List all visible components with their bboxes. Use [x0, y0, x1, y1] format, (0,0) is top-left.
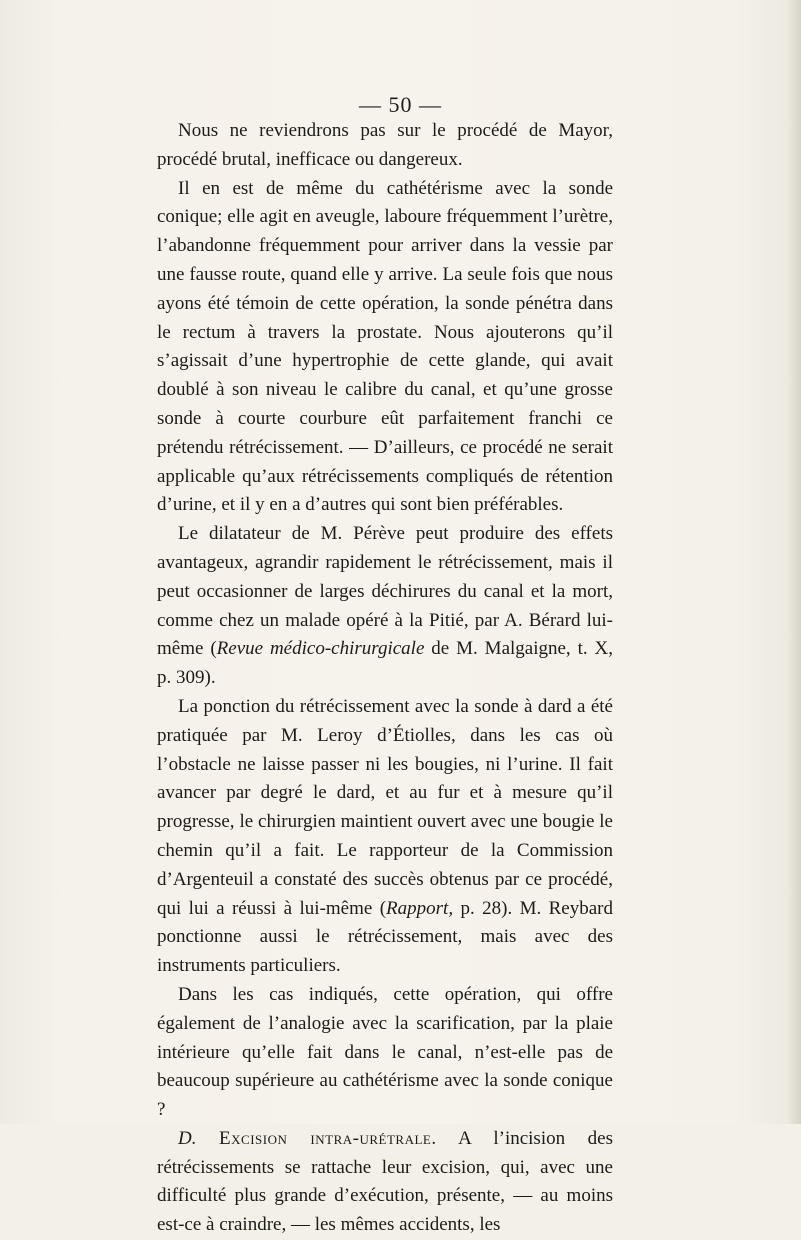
- paragraph-6-text: A l’incision des rétrécissements se rattache leur excision, qui, avec une difficulté plus grande d’exécution, présente, — au moins est-ce à craindre, — les mêmes accidents, les: [157, 1127, 613, 1236]
- page-edge-shadow: [787, 0, 801, 1124]
- section-heading: Excision intra-urétrale.: [219, 1127, 437, 1149]
- paragraph-2: Il en est de même du cathétérisme avec la sonde conique; elle agit en aveugle, laboure fréquemment l’urètre, l’abandonne fréquemment pour arriver dans la vessie par une fausse route, quand elle y arrive. La seule fois que nous ayons été témoin de cette opération, la sonde pénétra dans le rectum à travers la prostate. Nous ajouterons qu’il s’agissait d’une hypertrophie de cette glande, qui avait doublé à son niveau le calibre du canal, et qu’une grosse sonde à courte courbure eût parfaitement franchi ce prétendu rétrécissement. — D’ailleurs, ce procédé ne serait applicable qu’aux rétrécissements compliqués de rétention d’urine, et il y en a d’autres qui sont bien préférables.: [157, 177, 613, 516]
- page-number: — 50 —: [359, 92, 442, 117]
- paragraph-4-text-start: La ponction du rétrécissement avec la sonde à dard a été pratiquée par M. Leroy d’Étiolles, dans les cas où l’obstacle ne laisse passer ni les bougies, ni l’urine. Il fait avancer par degré le dard, et au fur et à mesure qu’il progresse, le chirurgien maintient ouvert avec une bougie le chemin qu’il a fait. Le rapporteur de la Commission d’Argenteuil a constaté des succès obtenus par ce procédé, qui lui a réussi à lui-même (: [157, 695, 613, 919]
- paragraph-3: [157, 520, 613, 693]
- paragraph-5: Dans les cas indiqués, cette opération, qui offre également de l’analogie avec la scarification, par la plaie intérieure qu’elle fait dans le canal, n’est-elle pas de beaucoup supérieure au cathétérisme avec la sonde conique ?: [157, 983, 613, 1121]
- section-letter: D.: [178, 1127, 197, 1149]
- paragraph-4: [157, 693, 613, 981]
- report-title: Rapport,: [386, 897, 454, 919]
- body-text: [157, 117, 613, 1240]
- paragraph-3-text-start: Le dilatateur de M. Pérève peut produire des effets avantageux, agrandir rapidement le rétrécissement, mais il peut occasionner de larges déchirures du canal et la mort, comme chez un malade opéré à la Pitié, par A. Bérard lui-même (: [157, 523, 613, 660]
- paragraph-1: Nous ne reviendrons pas sur le procédé de Mayor, procédé brutal, inefficace ou dangereux.: [157, 120, 613, 170]
- paragraph-3-text-end: de M. Malgaigne, t. X, p. 309).: [157, 638, 613, 689]
- journal-title: Revue médico-chirurgicale: [216, 638, 425, 660]
- paragraph-6: [157, 1125, 613, 1240]
- paragraph-4-text-end: p. 28). M. Reybard ponctionne aussi le rétrécissement, mais avec des instruments particuliers.: [157, 897, 613, 977]
